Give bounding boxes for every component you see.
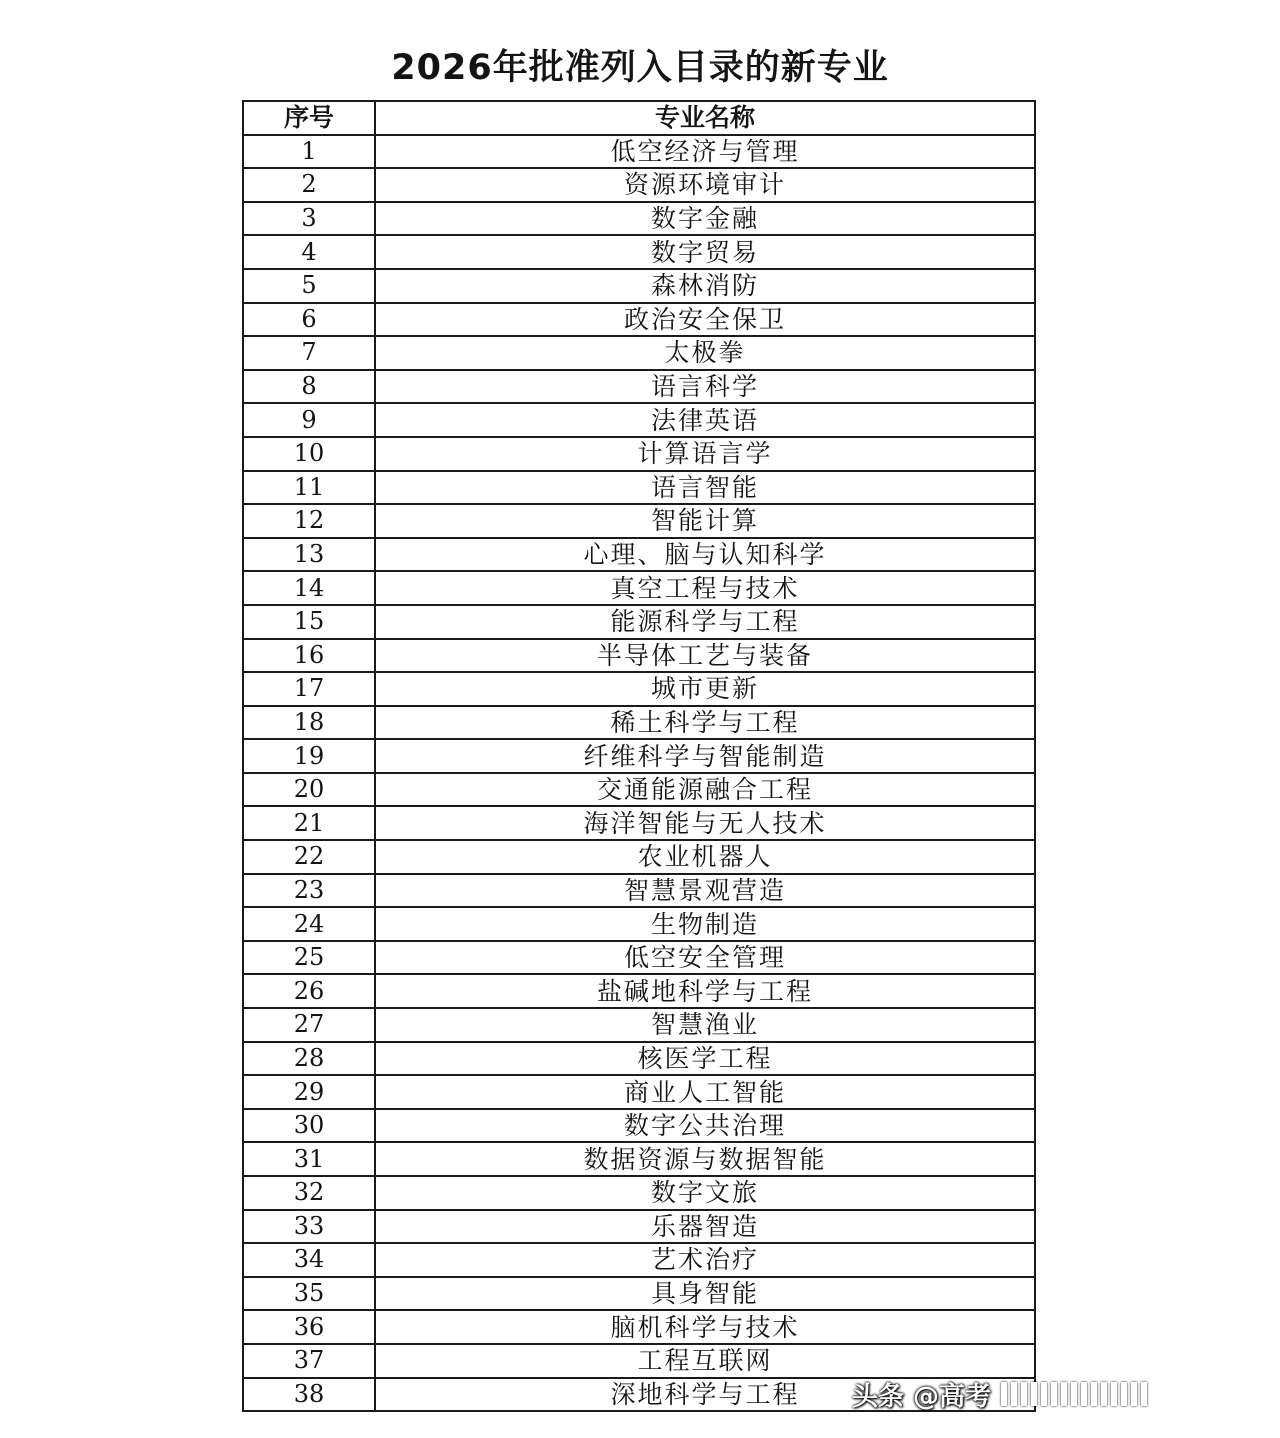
- row-index: 30: [243, 1109, 375, 1143]
- table-row: [243, 303, 1035, 337]
- row-index: 11: [243, 471, 375, 505]
- major-name: 农业机器人: [375, 840, 1035, 874]
- table-row: [243, 403, 1035, 437]
- table-body: [243, 135, 1035, 1412]
- row-index: 3: [243, 202, 375, 236]
- table-row: [243, 1042, 1035, 1076]
- major-name: 森林消防: [375, 269, 1035, 303]
- table-row: [243, 471, 1035, 505]
- major-name: 能源科学与工程: [375, 605, 1035, 639]
- row-index: 16: [243, 639, 375, 673]
- major-name: 资源环境审计: [375, 168, 1035, 202]
- table-row: [243, 370, 1035, 404]
- watermark: [852, 1372, 1147, 1416]
- row-index: 12: [243, 504, 375, 538]
- table-row: [243, 1210, 1035, 1244]
- row-index: 34: [243, 1243, 375, 1277]
- row-index: 32: [243, 1176, 375, 1210]
- row-index: 25: [243, 941, 375, 975]
- row-index: 29: [243, 1075, 375, 1109]
- table-row: [243, 1243, 1035, 1277]
- table-row: [243, 336, 1035, 370]
- row-index: 33: [243, 1210, 375, 1244]
- row-index: 19: [243, 739, 375, 773]
- table-row: [243, 739, 1035, 773]
- major-name: 深地科学与工程: [375, 1378, 1035, 1412]
- table-row: [243, 504, 1035, 538]
- table-row: [243, 1310, 1035, 1344]
- table-header-row: [243, 101, 1035, 135]
- row-index: 5: [243, 269, 375, 303]
- major-name: 城市更新: [375, 672, 1035, 706]
- major-name: 脑机科学与技术: [375, 1310, 1035, 1344]
- table-row: [243, 1075, 1035, 1109]
- row-index: 9: [243, 403, 375, 437]
- major-name: 交通能源融合工程: [375, 773, 1035, 807]
- table-row: [243, 1008, 1035, 1042]
- major-name: 纤维科学与智能制造: [375, 739, 1035, 773]
- major-name: 数字金融: [375, 202, 1035, 236]
- major-name: 海洋智能与无人技术: [375, 806, 1035, 840]
- major-name: 政治安全保卫: [375, 303, 1035, 337]
- row-index: 27: [243, 1008, 375, 1042]
- major-name: 数字文旅: [375, 1176, 1035, 1210]
- row-index: 7: [243, 336, 375, 370]
- row-index: 2: [243, 168, 375, 202]
- table-row: [243, 773, 1035, 807]
- major-name: 真空工程与技术: [375, 571, 1035, 605]
- table-row: [243, 571, 1035, 605]
- major-name: 智能计算: [375, 504, 1035, 538]
- table-row: [243, 202, 1035, 236]
- row-index: 28: [243, 1042, 375, 1076]
- table-row: [243, 907, 1035, 941]
- table-row: [243, 1176, 1035, 1210]
- row-index: 38: [243, 1378, 375, 1412]
- major-name: 艺术治疗: [375, 1243, 1035, 1277]
- major-name: 智慧景观营造: [375, 874, 1035, 908]
- major-name: 智慧渔业: [375, 1008, 1035, 1042]
- major-name: 计算语言学: [375, 437, 1035, 471]
- row-index: 23: [243, 874, 375, 908]
- major-name: 半导体工艺与装备: [375, 639, 1035, 673]
- row-index: 26: [243, 974, 375, 1008]
- watermark-obscured-text: [1001, 1382, 1147, 1406]
- table-row: [243, 672, 1035, 706]
- table-row: [243, 806, 1035, 840]
- row-index: 36: [243, 1310, 375, 1344]
- table-row: [243, 639, 1035, 673]
- table-row: [243, 538, 1035, 572]
- major-name: 生物制造: [375, 907, 1035, 941]
- row-index: 37: [243, 1344, 375, 1378]
- major-name: 法律英语: [375, 403, 1035, 437]
- row-index: 35: [243, 1277, 375, 1311]
- table-row: [243, 974, 1035, 1008]
- major-name: 数字贸易: [375, 235, 1035, 269]
- row-index: 31: [243, 1142, 375, 1176]
- major-name: 心理、脑与认知科学: [375, 538, 1035, 572]
- row-index: 1: [243, 135, 375, 169]
- major-name: 语言科学: [375, 370, 1035, 404]
- major-name: 稀土科学与工程: [375, 706, 1035, 740]
- row-index: 15: [243, 605, 375, 639]
- major-name: 太极拳: [375, 336, 1035, 370]
- row-index: 8: [243, 370, 375, 404]
- row-index: 13: [243, 538, 375, 572]
- major-name: 具身智能: [375, 1277, 1035, 1311]
- major-name: 语言智能: [375, 471, 1035, 505]
- major-name: 低空经济与管理: [375, 135, 1035, 169]
- table-row: [243, 706, 1035, 740]
- table-row: [243, 269, 1035, 303]
- major-name: 数字公共治理: [375, 1109, 1035, 1143]
- row-index: 18: [243, 706, 375, 740]
- major-name: 乐器智造: [375, 1210, 1035, 1244]
- major-name: 商业人工智能: [375, 1075, 1035, 1109]
- row-index: 21: [243, 806, 375, 840]
- table-row: [243, 1109, 1035, 1143]
- majors-table: [242, 100, 1036, 1412]
- row-index: 24: [243, 907, 375, 941]
- table-row: [243, 941, 1035, 975]
- table-row: [243, 235, 1035, 269]
- row-index: 20: [243, 773, 375, 807]
- row-index: 10: [243, 437, 375, 471]
- table-row: [243, 1277, 1035, 1311]
- row-index: 17: [243, 672, 375, 706]
- table-row: [243, 1142, 1035, 1176]
- row-index: 22: [243, 840, 375, 874]
- table-row: [243, 437, 1035, 471]
- column-header-index: 序号: [243, 101, 375, 135]
- page-title: 2026年批准列入目录的新专业: [391, 48, 889, 88]
- row-index: 14: [243, 571, 375, 605]
- table-row: [243, 874, 1035, 908]
- major-name: 核医学工程: [375, 1042, 1035, 1076]
- column-header-name: 专业名称: [375, 101, 1035, 135]
- watermark-text: 头条 @高考: [852, 1381, 992, 1412]
- major-name: 工程互联网: [375, 1344, 1035, 1378]
- row-index: 4: [243, 235, 375, 269]
- major-name: 盐碱地科学与工程: [375, 974, 1035, 1008]
- table-row: [243, 135, 1035, 169]
- table-row: [243, 840, 1035, 874]
- row-index: 6: [243, 303, 375, 337]
- major-name: 低空安全管理: [375, 941, 1035, 975]
- major-name: 数据资源与数据智能: [375, 1142, 1035, 1176]
- table-row: [243, 605, 1035, 639]
- table-row: [243, 168, 1035, 202]
